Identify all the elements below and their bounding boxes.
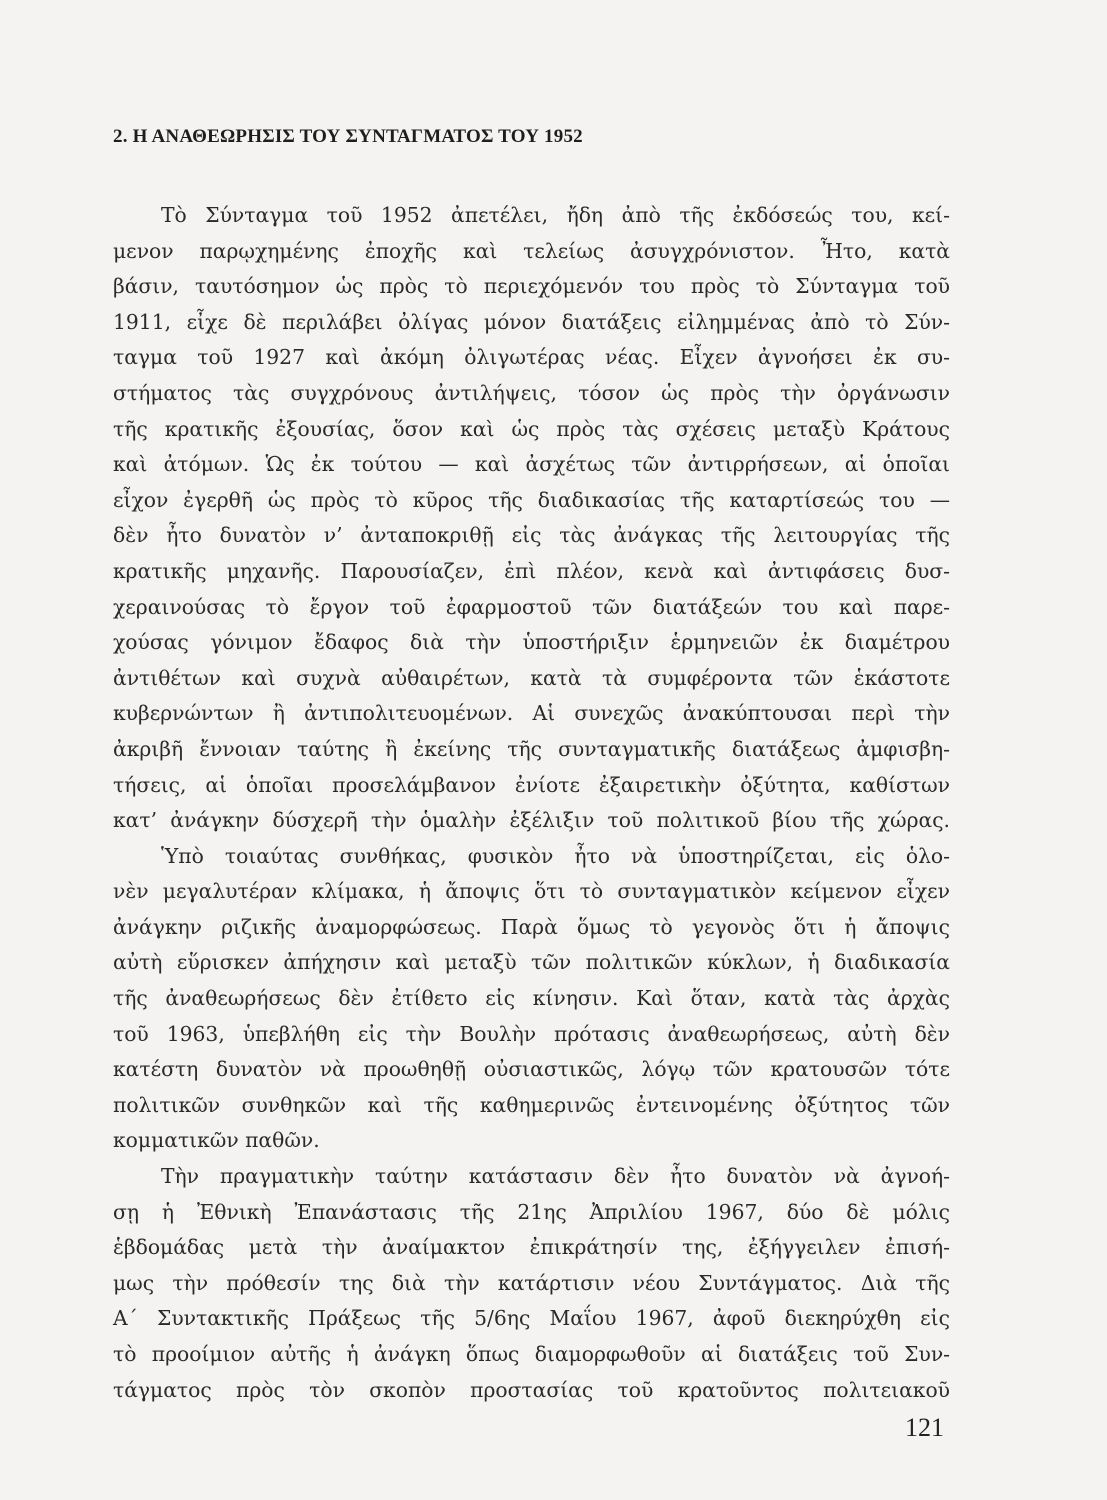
text-line: κατ’ ἀνάγκην δύσχερῆ τὴν ὁμαλὴν ἐξέλιξιν τοῦ πολιτικοῦ βίου τῆς χώρας. <box>113 808 950 833</box>
text-line: Ὑπὸ τοιαύτας συνθήκας, φυσικὸν ἦτο νὰ ὑποστηρίζεται, εἰς ὁλο- <box>161 843 950 868</box>
text-line: τῆς κρατικῆς ἐξουσίας, ὅσον καὶ ὡς πρὸς τὰς σχέσεις μεταξὺ Κράτους <box>113 416 950 441</box>
text-line: χεραινούσας τὸ ἔργον τοῦ ἐφαρμοστοῦ τῶν διατάξεών του καὶ παρε- <box>113 594 950 619</box>
section-heading: 2. Η ΑΝΑΘΕΩΡΗΣΙΣ ΤΟΥ ΣΥΝΤΑΓΜΑΤΟΣ ΤΟΥ 1952 <box>113 126 583 147</box>
text-line: δὲν ἦτο δυνατὸν ν’ ἀνταποκριθῇ εἰς τὰς ἀνάγκας τῆς λειτουργίας τῆς <box>113 523 950 548</box>
paragraph-1 <box>113 198 950 839</box>
text-line: χούσας γόνιμον ἔδαφος διὰ τὴν ὑποστήριξιν ἑρμηνειῶν ἐκ διαμέτρου <box>113 630 950 655</box>
text-line: 1911, εἶχε δὲ περιλάβει ὀλίγας μόνον διατάξεις εἰλημμένας ἀπὸ τὸ Σύν- <box>113 309 950 334</box>
text-line: βάσιν, ταυτόσημον ὡς πρὸς τὸ περιεχόμενόν του πρὸς τὸ Σύνταγμα τοῦ <box>113 274 950 299</box>
text-line: τοῦ 1963, ὑπεβλήθη εἰς τὴν Βουλὴν πρότασις ἀναθεωρήσεως, αὐτὴ δὲν <box>113 1021 950 1046</box>
text-line: σῃ ἡ Ἐθνικὴ Ἐπανάστασις τῆς 21ης Ἀπριλίου 1967, δύο δὲ μόλις <box>113 1199 950 1224</box>
text-line: κρατικῆς μηχανῆς. Παρουσίαζεν, ἐπὶ πλέον, κενὰ καὶ ἀντιφάσεις δυσ- <box>113 558 950 583</box>
text-line: πολιτικῶν συνθηκῶν καὶ τῆς καθημερινῶς ἐντεινομένης ὀξύτητος τῶν <box>113 1092 950 1117</box>
paragraph-3 <box>113 1159 950 1408</box>
text-line: ἀνάγκην ριζικῆς ἀναμορφώσεως. Παρὰ ὅμως τὸ γεγονὸς ὅτι ἡ ἄποψις <box>113 914 950 939</box>
text-line: ἑβδομάδας μετὰ τὴν ἀναίμακτον ἐπικράτησίν της, ἐξήγγειλεν ἐπισή- <box>113 1235 950 1260</box>
text-line: μενον παρῳχημένης ἐποχῆς καὶ τελείως ἀσυγχρόνιστον. Ἦτο, κατὰ <box>113 238 950 263</box>
text-line: στήματος τὰς συγχρόνους ἀντιλήψεις, τόσον ὡς πρὸς τὴν ὀργάνωσιν <box>113 380 950 405</box>
text-line: ἀντιθέτων καὶ συχνὰ αὐθαιρέτων, κατὰ τὰ συμφέροντα τῶν ἑκάστοτε <box>113 665 950 690</box>
text-line: κατέστη δυνατὸν νὰ προωθηθῇ οὐσιαστικῶς, λόγῳ τῶν κρατουσῶν τότε <box>113 1057 950 1082</box>
text-line: Α΄ Συντακτικῆς Πράξεως τῆς 5/6ης Μαΐου 1967, ἀφοῦ διεκηρύχθη εἰς <box>113 1306 950 1331</box>
text-line: κομματικῶν παθῶν. <box>113 1128 320 1153</box>
body-text <box>113 198 950 1408</box>
text-line: τήσεις, αἱ ὁποῖαι προσελάμβανον ἐνίοτε ἐξαιρετικὴν ὀξύτητα, καθίστων <box>113 772 950 797</box>
text-line: τῆς ἀναθεωρήσεως δὲν ἐτίθετο εἰς κίνησιν. Καὶ ὅταν, κατὰ τὰς ἀρχὰς <box>113 986 950 1011</box>
text-line: μως τὴν πρόθεσίν της διὰ τὴν κατάρτισιν νέου Συντάγματος. Διὰ τῆς <box>113 1270 950 1295</box>
paragraph-2 <box>113 839 950 1159</box>
page-number: 121 <box>905 1413 944 1442</box>
text-line: Τὴν πραγματικὴν ταύτην κατάστασιν δὲν ἦτο δυνατὸν νὰ ἀγνοή- <box>161 1164 950 1189</box>
text-line: εἶχον ἐγερθῆ ὡς πρὸς τὸ κῦρος τῆς διαδικασίας τῆς καταρτίσεώς του — <box>113 487 950 512</box>
text-line: τάγματος πρὸς τὸν σκοπὸν προστασίας τοῦ κρατοῦντος πολιτειακοῦ <box>113 1377 950 1402</box>
text-line: αὐτὴ εὕρισκεν ἀπήχησιν καὶ μεταξὺ τῶν πολιτικῶν κύκλων, ἡ διαδικασία <box>113 950 950 975</box>
text-line: Τὸ Σύνταγμα τοῦ 1952 ἀπετέλει, ἤδη ἀπὸ τῆς ἐκδόσεώς του, κεί- <box>161 203 950 227</box>
text-line: ταγμα τοῦ 1927 καὶ ἀκόμη ὀλιγωτέρας νέας. Εἶχεν ἀγνοήσει ἐκ συ- <box>113 345 950 370</box>
text-line: κυβερνώντων ἢ ἀντιπολιτευομένων. Αἱ συνεχῶς ἀνακύπτουσαι περὶ τὴν <box>113 701 950 726</box>
text-line: ἀκριβῆ ἔννοιαν ταύτης ἢ ἐκείνης τῆς συνταγματικῆς διατάξεως ἀμφισβη- <box>113 736 950 761</box>
text-line: τὸ προοίμιον αὐτῆς ἡ ἀνάγκη ὅπως διαμορφωθοῦν αἱ διατάξεις τοῦ Συν- <box>113 1342 950 1366</box>
text-line: καὶ ἀτόμων. Ὡς ἐκ τούτου — καὶ ἀσχέτως τῶν ἀντιρρήσεων, αἱ ὁποῖαι <box>113 452 950 477</box>
text-line: νὲν μεγαλυτέραν κλίμακα, ἡ ἄποψις ὅτι τὸ συνταγματικὸν κείμενον εἶχεν <box>113 879 950 904</box>
